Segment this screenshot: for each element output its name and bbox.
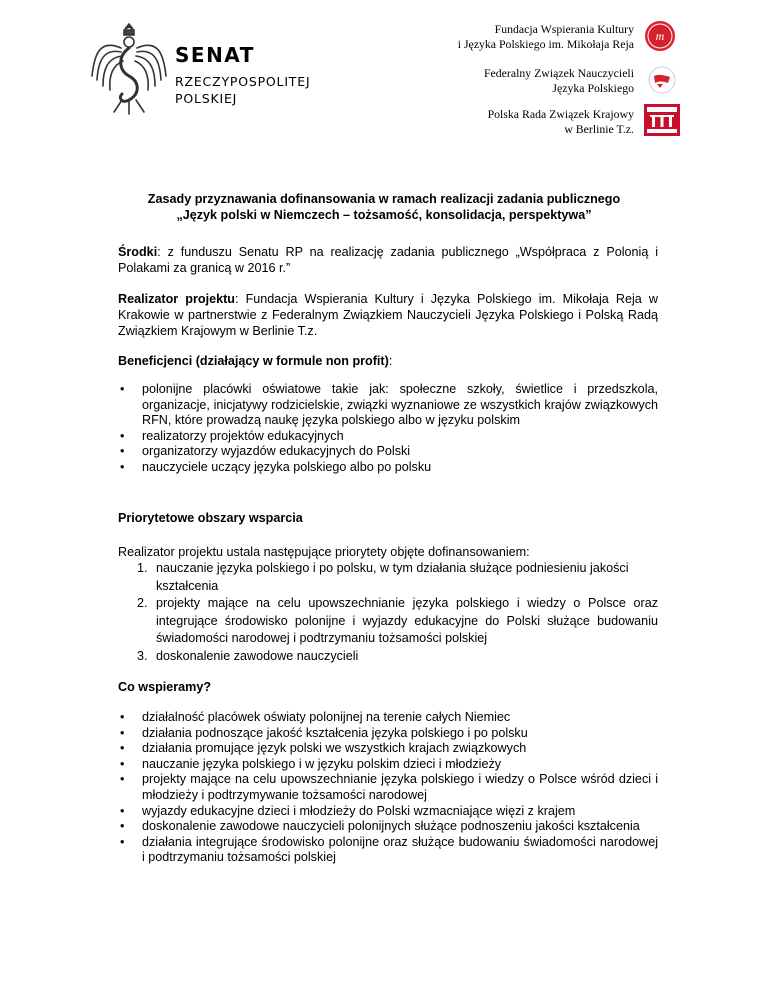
senat-subtitle-line2: POLSKIEJ: [175, 91, 238, 106]
bullet-icon: •: [120, 741, 125, 756]
partner-fundacja-reja: [458, 22, 634, 52]
senat-title: SENAT: [175, 43, 255, 67]
list-item: [137, 560, 658, 595]
priorytety-intro: Realizator projektu ustala następujące priorytety objęte dofinansowaniem:: [118, 545, 530, 559]
list-item-text: projekty mające na celu upowszechnianie języka polskiego i wiedzy o Polsce wśród dzieci i młodzieży i podtrzymywanie tożsamości narodowej: [142, 772, 658, 802]
list-item-text: działania promujące język polski we wszystkich krajach związkowych: [142, 741, 527, 756]
title-line2: „Język polski w Niemczech – tożsamość, konsolidacja, perspektywa”: [176, 208, 592, 222]
list-item: [118, 835, 658, 866]
list-item: [118, 726, 658, 742]
realizator-paragraph: [118, 291, 658, 339]
bullet-icon: •: [120, 834, 125, 849]
list-item: [118, 444, 658, 460]
bullet-icon: •: [120, 819, 125, 834]
page-title: [0, 191, 768, 223]
list-item-text: wyjazdy edukacyjne dzieci i młodzieży do Polski wzmacniające więzi z krajem: [142, 803, 576, 818]
priorytety-heading: Priorytetowe obszary wsparcia: [118, 511, 303, 525]
list-item-text: polonijne placówki oświatowe takie jak: społeczne szkoły, świetlice i przedszkola, organizacje, inicjatywy rodzicielskie, związki wyznaniowe ze wszystkich krajów związkowych RFN, które prowadzą naukę języka polskiego albo w języku polskim: [142, 382, 658, 428]
beneficjenci-heading: [118, 353, 658, 369]
partner-name-line1: Polska Rada Związek Krajowy: [487, 107, 634, 121]
list-item-text: doskonalenie zawodowe nauczycieli: [156, 648, 359, 663]
srodki-label: Środki: [118, 245, 158, 259]
bullet-icon: •: [120, 444, 125, 459]
list-item-text: działania podnoszące jakość kształcenia języka polskiego i po polsku: [142, 725, 528, 740]
partner-name-line2: Języka Polskiego: [552, 81, 634, 95]
list-item-text: działania integrujące środowisko polonijne oraz służące budowaniu świadomości narodowej i podtrzymaniu tożsamości polskiej: [142, 834, 658, 865]
senat-subtitle-line1: RZECZYPOSPOLITEJ: [175, 74, 311, 89]
partner-name-line2: w Berlinie T.z.: [564, 122, 634, 136]
realizator-text: : Fundacja Wspierania Kultury i Języka Polskiego im. Mikołaja Reja w Krakowie w partnerstwie z Federalnym Związkiem Nauczycieli Języka Polskiego i Polską Radą Związkiem Krajowym w Berlinie T.z.: [118, 292, 658, 338]
partner-federalny-zwiazek: [484, 66, 634, 96]
priorytety-list: [137, 560, 658, 665]
list-item: [118, 710, 658, 726]
list-item-text: działalność placówek oświaty polonijnej na terenie całych Niemiec: [142, 710, 511, 724]
senat-eagle-logo: [88, 18, 170, 116]
partner-name-line1: Federalny Związek Nauczycieli: [483, 66, 634, 80]
beneficjenci-label: Beneficjenci (działający w formule non profit): [118, 354, 389, 368]
beneficjenci-suffix: :: [388, 354, 393, 368]
list-item: [118, 460, 658, 476]
list-item: [118, 757, 658, 773]
partner-name-line2: i Języka Polskiego im. Mikołaja Reja: [457, 37, 634, 51]
list-item: [137, 648, 658, 666]
list-item: [118, 804, 658, 820]
wspieramy-list: [118, 710, 658, 866]
federalny-zwiazek-logo: [648, 66, 676, 94]
list-number: 3.: [137, 648, 148, 663]
list-item: [118, 741, 658, 757]
wspieramy-heading: Co wspieramy?: [118, 680, 212, 694]
list-item-text: nauczyciele uczący języka polskiego albo po polsku: [142, 459, 432, 474]
fundacja-reja-logo: [644, 20, 676, 52]
list-item-text: doskonalenie zawodowe nauczycieli polonijnych służące podnoszeniu jakości kształcenia: [142, 819, 640, 834]
svg-text:m: m: [655, 29, 665, 43]
list-item-text: realizatorzy projektów edukacyjnych: [142, 428, 344, 443]
list-item: [118, 772, 658, 803]
list-item: [137, 595, 658, 648]
polska-rada-logo: [644, 104, 680, 136]
bullet-icon: •: [120, 382, 125, 396]
srodki-paragraph: [118, 244, 658, 276]
bullet-icon: •: [120, 803, 125, 818]
partner-polska-rada: [488, 107, 634, 137]
bullet-icon: •: [120, 725, 125, 740]
bullet-icon: •: [120, 756, 125, 771]
title-line1: Zasady przyznawania dofinansowania w ramach realizacji zadania publicznego: [147, 192, 621, 206]
bullet-icon: •: [120, 710, 125, 724]
bullet-icon: •: [120, 459, 125, 474]
list-item-text: nauczanie języka polskiego i w języku polskim dzieci i młodzieży: [142, 756, 502, 771]
list-number: 1.: [137, 561, 148, 575]
partner-name-line1: Fundacja Wspierania Kultury: [494, 22, 634, 36]
list-item-text: organizatorzy wyjazdów edukacyjnych do Polski: [142, 444, 411, 459]
realizator-label: Realizator projektu: [118, 292, 235, 306]
bullet-icon: •: [120, 428, 125, 443]
beneficjenci-list: [118, 382, 658, 476]
list-item: [118, 382, 658, 429]
list-item: [118, 819, 658, 835]
list-item-text: projekty mające na celu upowszechnianie języka polskiego i wiedzy o Polsce oraz integrujące środowisko polonijne i wyjazdy edukacyjne do Polski służące budowaniu świadomości narodowej i podtrzymaniu tożsamości polskiej: [156, 596, 658, 645]
senat-subtitle: [175, 73, 310, 107]
bullet-icon: •: [120, 772, 125, 787]
list-number: 2.: [137, 596, 148, 610]
srodki-text: : z funduszu Senatu RP na realizację zadania publicznego „Współpraca z Polonią i Polakami za granicą w 2016 r.”: [118, 245, 658, 275]
list-item: [118, 429, 658, 445]
list-item-text: nauczanie języka polskiego i po polsku, w tym działania służące podniesieniu jakości kształcenia: [156, 561, 629, 593]
